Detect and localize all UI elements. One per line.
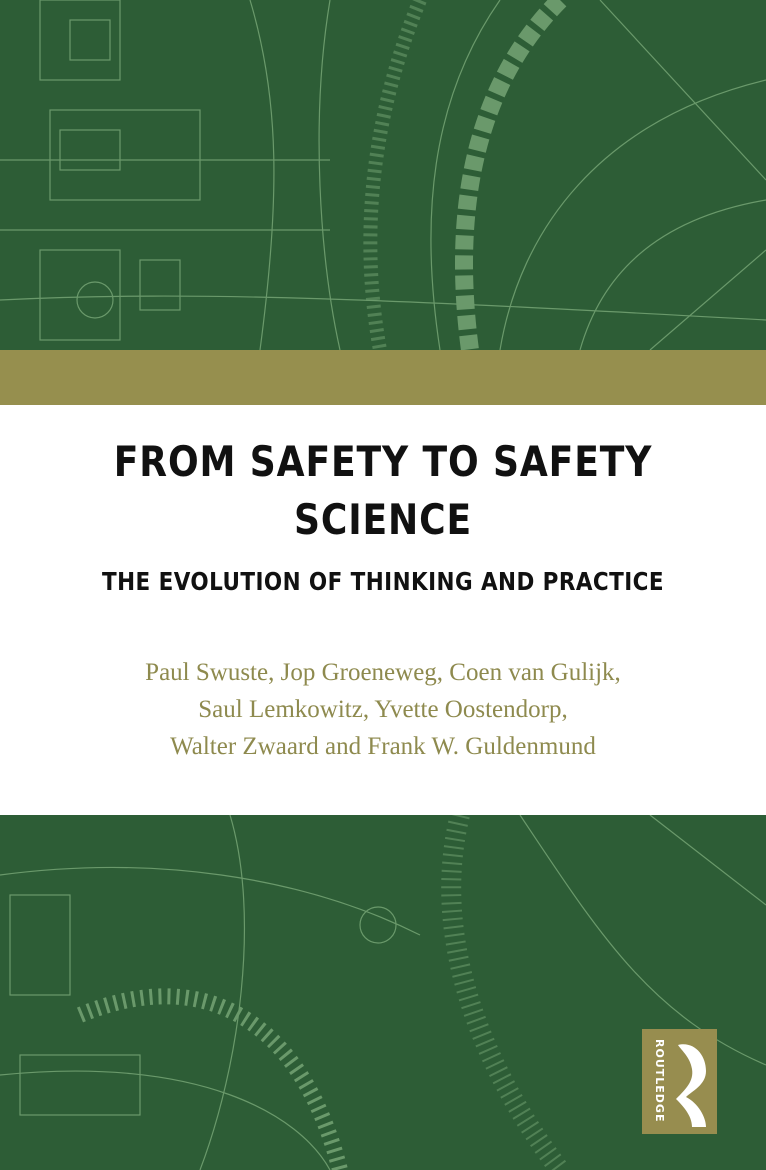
title-line-2: SCIENCE: [293, 495, 473, 544]
cover-artwork-top: [0, 0, 766, 350]
authors: [0, 654, 766, 765]
book-subtitle: THE EVOLUTION OF THINKING AND PRACTICE: [102, 567, 664, 596]
title-line-1: FROM SAFETY TO SAFETY: [113, 437, 653, 486]
olive-band: [0, 350, 766, 405]
author-line: Walter Zwaard and Frank W. Guldenmund: [170, 733, 596, 760]
title-panel: [0, 405, 766, 815]
author-line: Saul Lemkowitz, Yvette Oostendorp,: [198, 696, 568, 723]
profile-silhouette-icon: [642, 1029, 717, 1134]
author-line: Paul Swuste, Jop Groeneweg, Coen van Gulijk,: [145, 659, 621, 686]
routledge-logo: [642, 1029, 717, 1134]
publisher-wordmark: ROUTLEDGE: [653, 1039, 666, 1123]
book-title: [54, 433, 713, 549]
